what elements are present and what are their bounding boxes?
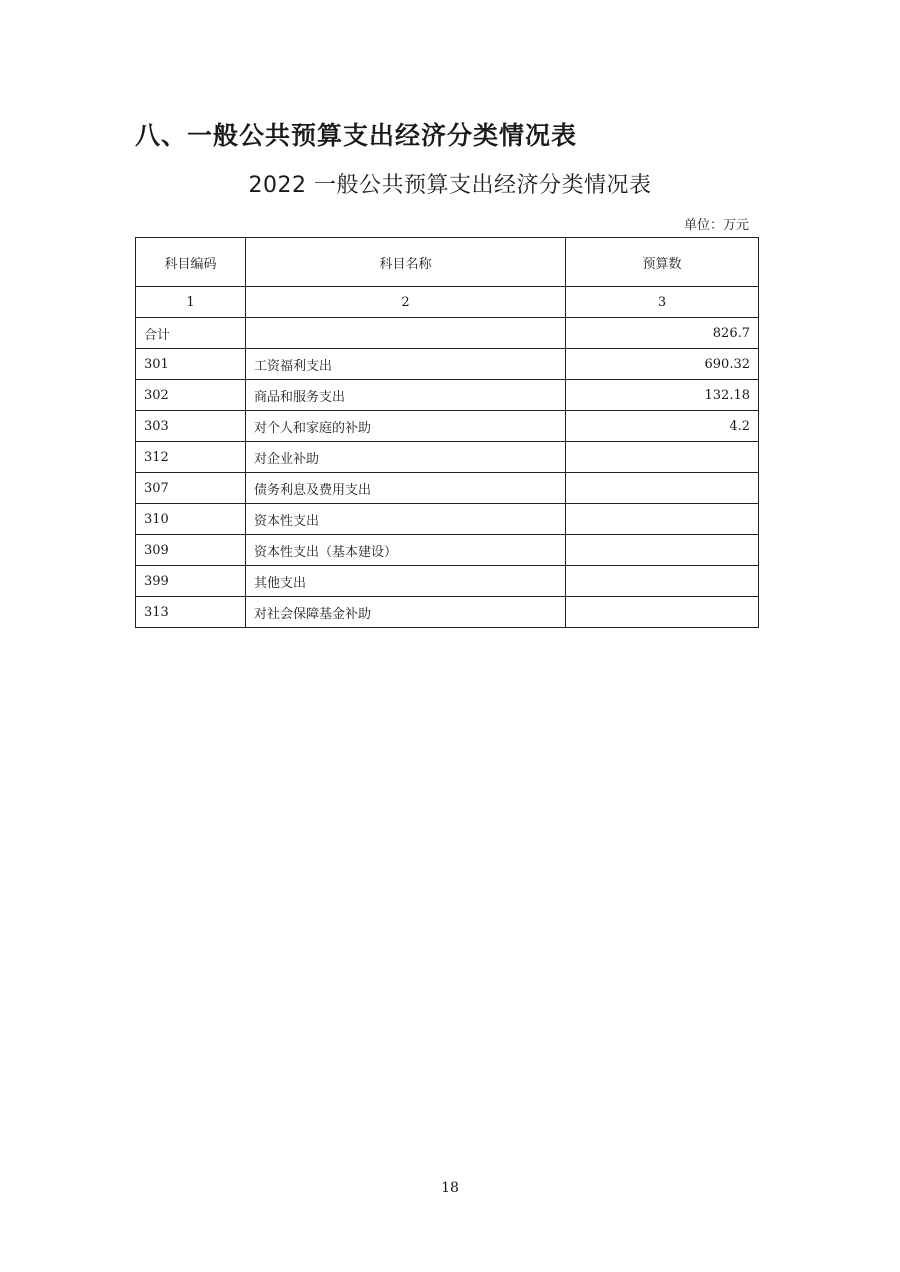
- table-row: [136, 566, 759, 597]
- table-row: [136, 442, 759, 473]
- table-row: [136, 349, 759, 380]
- row-code: 合计: [136, 318, 246, 349]
- row-amount: 826.7: [566, 318, 759, 349]
- table-row: [136, 504, 759, 535]
- row-amount: 690.32: [566, 349, 759, 380]
- header-name: 科目名称: [246, 238, 566, 287]
- row-name: 工资福利支出: [246, 349, 566, 380]
- row-name: 资本性支出: [246, 504, 566, 535]
- column-index-name: 2: [246, 287, 566, 318]
- column-index-amount: 3: [566, 287, 759, 318]
- row-code: 399: [136, 566, 246, 597]
- row-code: 309: [136, 535, 246, 566]
- row-code: 303: [136, 411, 246, 442]
- page-number: 18: [441, 1180, 459, 1196]
- row-code: 301: [136, 349, 246, 380]
- row-code: 302: [136, 380, 246, 411]
- row-code: 312: [136, 442, 246, 473]
- header-amount: 预算数: [566, 238, 759, 287]
- unit-label: 单位：万元: [683, 218, 749, 233]
- row-amount: [566, 504, 759, 535]
- row-name: [246, 318, 566, 349]
- row-name: 资本性支出（基本建设）: [246, 535, 566, 566]
- column-index-code: 1: [136, 287, 246, 318]
- table-row: [136, 535, 759, 566]
- row-code: 313: [136, 597, 246, 628]
- row-amount: [566, 597, 759, 628]
- row-amount: [566, 442, 759, 473]
- row-name: 其他支出: [246, 566, 566, 597]
- table-row: [136, 380, 759, 411]
- budget-table: [135, 237, 759, 628]
- table-row-total: [136, 318, 759, 349]
- row-amount: 132.18: [566, 380, 759, 411]
- row-amount: [566, 566, 759, 597]
- header-code: 科目编码: [136, 238, 246, 287]
- row-amount: [566, 473, 759, 504]
- column-index-row: [136, 287, 759, 318]
- row-name: 对企业补助: [246, 442, 566, 473]
- row-amount: 4.2: [566, 411, 759, 442]
- row-code: 307: [136, 473, 246, 504]
- table-title: 2022 一般公共预算支出经济分类情况表: [248, 173, 652, 198]
- row-name: 对社会保障基金补助: [246, 597, 566, 628]
- table-header-row: [136, 238, 759, 287]
- row-amount: [566, 535, 759, 566]
- row-name: 对个人和家庭的补助: [246, 411, 566, 442]
- section-heading: 八、一般公共预算支出经济分类情况表: [135, 121, 578, 150]
- row-name: 商品和服务支出: [246, 380, 566, 411]
- row-code: 310: [136, 504, 246, 535]
- table-row: [136, 597, 759, 628]
- table-row: [136, 473, 759, 504]
- table-row: [136, 411, 759, 442]
- row-name: 债务利息及费用支出: [246, 473, 566, 504]
